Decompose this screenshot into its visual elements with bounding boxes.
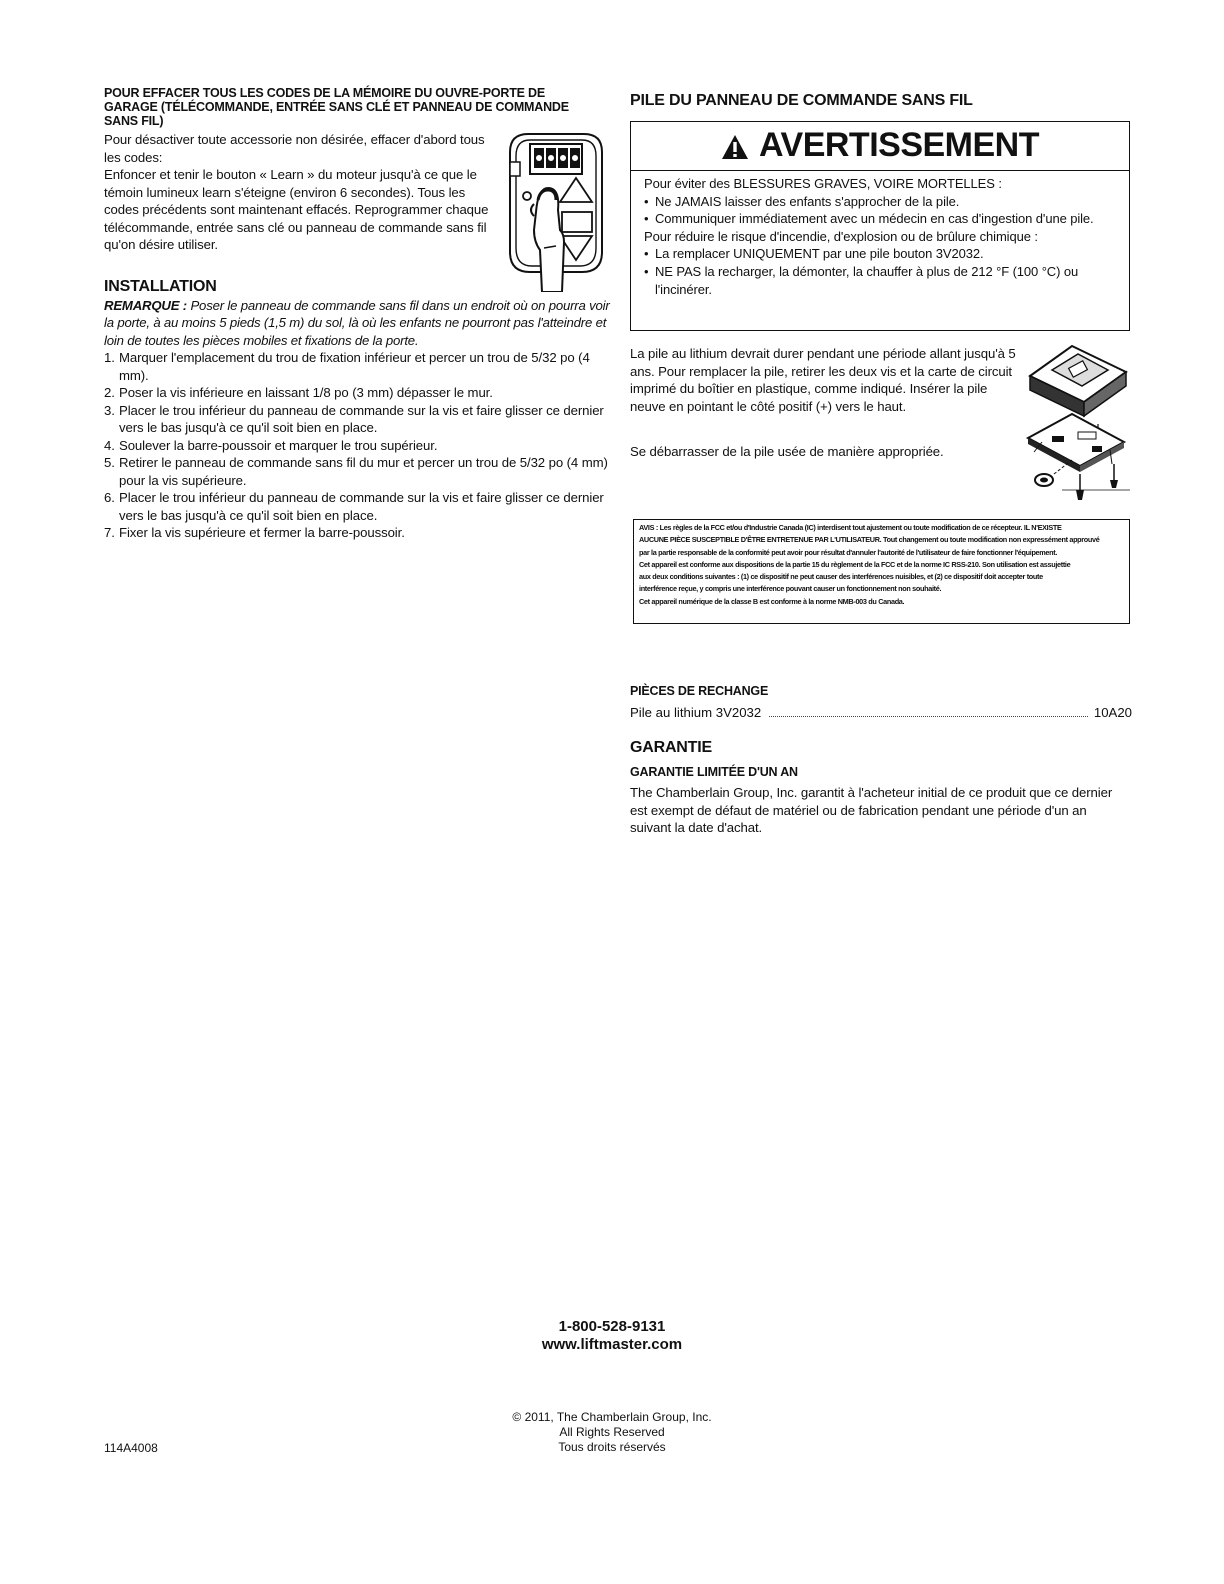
step-item	[104, 524, 612, 542]
warning-box	[630, 121, 1130, 331]
step-item	[104, 454, 612, 489]
erase-para-2: Enfoncer et tenir le bouton « Learn » du moteur jusqu'à ce que le témoin lumineux learn s'éteigne (environ 6 secondes). Tous les codes précédents sont maintenant effacés. Reprogrammer chaque télécommande, entrée sans clé ou panneau de commande sans fil qu'on désire utiliser.	[104, 167, 489, 252]
step-text: Placer le trou inférieur du panneau de commande sur la vis et faire glisser ce dernier vers le bas jusqu'à ce qu'il soit bien en place.	[119, 402, 604, 435]
warning-bullet: • Communiquer immédiatement avec un médecin en cas d'ingestion d'une pile.	[644, 210, 1122, 228]
step-item	[104, 349, 612, 384]
fcc-line: Cet appareil est conforme aux dispositions de la partie 15 du règlement de la FCC et de la norme IC RSS-210. Son utilisation est assujettie	[639, 559, 1071, 569]
warning-bullet: • La remplacer UNIQUEMENT par une pile bouton 3V2032.	[644, 245, 1122, 263]
step-text: Soulever la barre-poussoir et marquer le trou supérieur.	[119, 437, 438, 453]
step-item	[104, 402, 612, 437]
step-number: 6.	[104, 490, 115, 505]
warning-title	[631, 126, 1129, 164]
copyright-line: © 2011, The Chamberlain Group, Inc.	[512, 1410, 712, 1424]
erase-codes-heading: POUR EFFACER TOUS LES CODES DE LA MÉMOIRE DU OUVRE-PORTE DE GARAGE (TÉLÉCOMMANDE, ENTRÉE SANS CLÉ ET PANNEAU DE COMMANDE SANS FIL)	[104, 86, 569, 128]
step-item	[104, 437, 612, 455]
learn-button-illustration	[500, 130, 610, 292]
fcc-line: aux deux conditions suivantes : (1) ce dispositif ne peut causer des interférences nuisibles, et (2) ce dispositif doit accepter toute	[639, 572, 1043, 582]
note-text: Poser le panneau de commande sans fil dans un endroit où on pourra voir la porte, à au moins 5 pieds (1,5 m) du sol, là où les enfants ne pourront pas l'atteindre et loin de toutes les pièces mobiles et fixations de la porte.	[104, 297, 610, 348]
installation-steps	[104, 349, 612, 542]
document-number: 114A4008	[104, 1441, 158, 1455]
warning-bullet: • Ne JAMAIS laisser des enfants s'approcher de la pile.	[644, 193, 1122, 211]
installation-note	[104, 297, 612, 350]
erase-codes-text	[104, 131, 492, 254]
installation-heading: INSTALLATION	[104, 277, 217, 295]
rights-fr: Tous droits réservés	[558, 1440, 666, 1454]
step-number: 2.	[104, 385, 115, 400]
erase-para-1: Pour désactiver toute accessorie non désirée, effacer d'abord tous les codes:	[104, 132, 485, 165]
step-text: Retirer le panneau de commande sans fil du mur et percer un trou de 5/32 po (4 mm) pour la vis supérieure.	[119, 455, 608, 488]
step-text: Placer le trou inférieur du panneau de commande sur la vis et faire glisser ce dernier vers le bas jusqu'à ce qu'il soit bien en place.	[119, 490, 604, 523]
step-text: Poser la vis inférieure en laissant 1/8 po (3 mm) dépasser le mur.	[119, 385, 493, 400]
footer-website: www.liftmaster.com	[541, 1336, 683, 1353]
battery-replacement-text: La pile au lithium devrait durer pendant une période allant jusqu'à 5 ans. Pour remplacer la pile, retirer les deux vis et la carte de circuit imprimé du boîtier en plastique, comme indiqué. Insérer la pile neuve en pointant le côté positif (+) vers le haut.	[630, 346, 1016, 414]
warning-title-text: AVERTISSEMENT	[758, 126, 1039, 164]
parts-list	[630, 704, 1132, 722]
fcc-line: AUCUNE PIÈCE SUSCEPTIBLE D'ÊTRE ENTRETENUE PAR L'UTILISATEUR. Tout changement ou toute modification non expressément approuvé	[639, 535, 1100, 545]
warning-divider	[631, 170, 1129, 171]
fcc-line: par la partie responsable de la conformité peut avoir pour résultat d'annuler l'autorité de l'utilisateur de faire fonctionner l'équipement.	[639, 547, 1058, 557]
step-text: Marquer l'emplacement du trou de fixation inférieur et percer un trou de 5/32 po (4 mm).	[119, 350, 590, 383]
fcc-line: Cet appareil numérique de la classe B est conforme à la norme NMB-003 du Canada.	[639, 596, 905, 606]
step-number: 1.	[104, 350, 115, 365]
step-number: 5.	[104, 455, 115, 470]
step-number: 3.	[104, 402, 115, 418]
parts-heading: PIÈCES DE RECHANGE	[630, 684, 769, 698]
dot-leader	[769, 716, 1088, 717]
fcc-line: AVIS : Les règles de la FCC et/ou d'Industrie Canada (IC) interdisent tout ajustement ou toute modification de ce récepteur. IL N'EXISTE	[639, 523, 1062, 532]
footer-copyright	[412, 1410, 812, 1455]
garantie-text: The Chamberlain Group, Inc. garantit à l'acheteur initial de ce produit que ce dernier est exempt de défaut de matériel ou de fabrication pendant une période d'un an suivant la date d'achat.	[630, 785, 1113, 835]
step-text: Fixer la vis supérieure et fermer la barre-poussoir.	[119, 525, 405, 540]
part-name: Pile au lithium 3V2032	[630, 705, 762, 720]
fcc-line: interférence reçue, y compris une interférence pouvant causer un fonctionnement non souhaité.	[639, 584, 942, 594]
warning-bullet: • NE PAS la recharger, la démonter, la chauffer à plus de 212 °F (100 °C) ou l'incinérer.	[644, 263, 1122, 298]
footer-phone: 1-800-528-9131	[558, 1318, 666, 1335]
garantie-subheading: GARANTIE LIMITÉE D'UN AN	[630, 765, 798, 779]
battery-heading: PILE DU PANNEAU DE COMMANDE SANS FIL	[630, 92, 973, 109]
step-item	[104, 384, 612, 402]
note-label: REMARQUE :	[104, 297, 187, 313]
rights-en: All Rights Reserved	[559, 1425, 665, 1439]
warning-intro-1: Pour éviter des BLESSURES GRAVES, VOIRE MORTELLES :	[644, 176, 1002, 191]
step-number: 7.	[104, 525, 115, 540]
warning-body	[644, 175, 1122, 298]
battery-dispose-text: Se débarrasser de la pile usée de manière appropriée.	[630, 444, 944, 459]
garantie-heading: GARANTIE	[630, 739, 712, 756]
part-code: 10A20	[1093, 705, 1132, 720]
parts-row	[630, 704, 1132, 722]
warning-intro-2: Pour réduire le risque d'incendie, d'explosion ou de brûlure chimique :	[644, 228, 1038, 244]
step-number: 4.	[104, 437, 115, 453]
battery-replacement-illustration	[1022, 340, 1134, 510]
warning-triangle-icon	[721, 134, 749, 160]
fcc-notice-box	[633, 519, 1130, 624]
step-item	[104, 489, 612, 524]
